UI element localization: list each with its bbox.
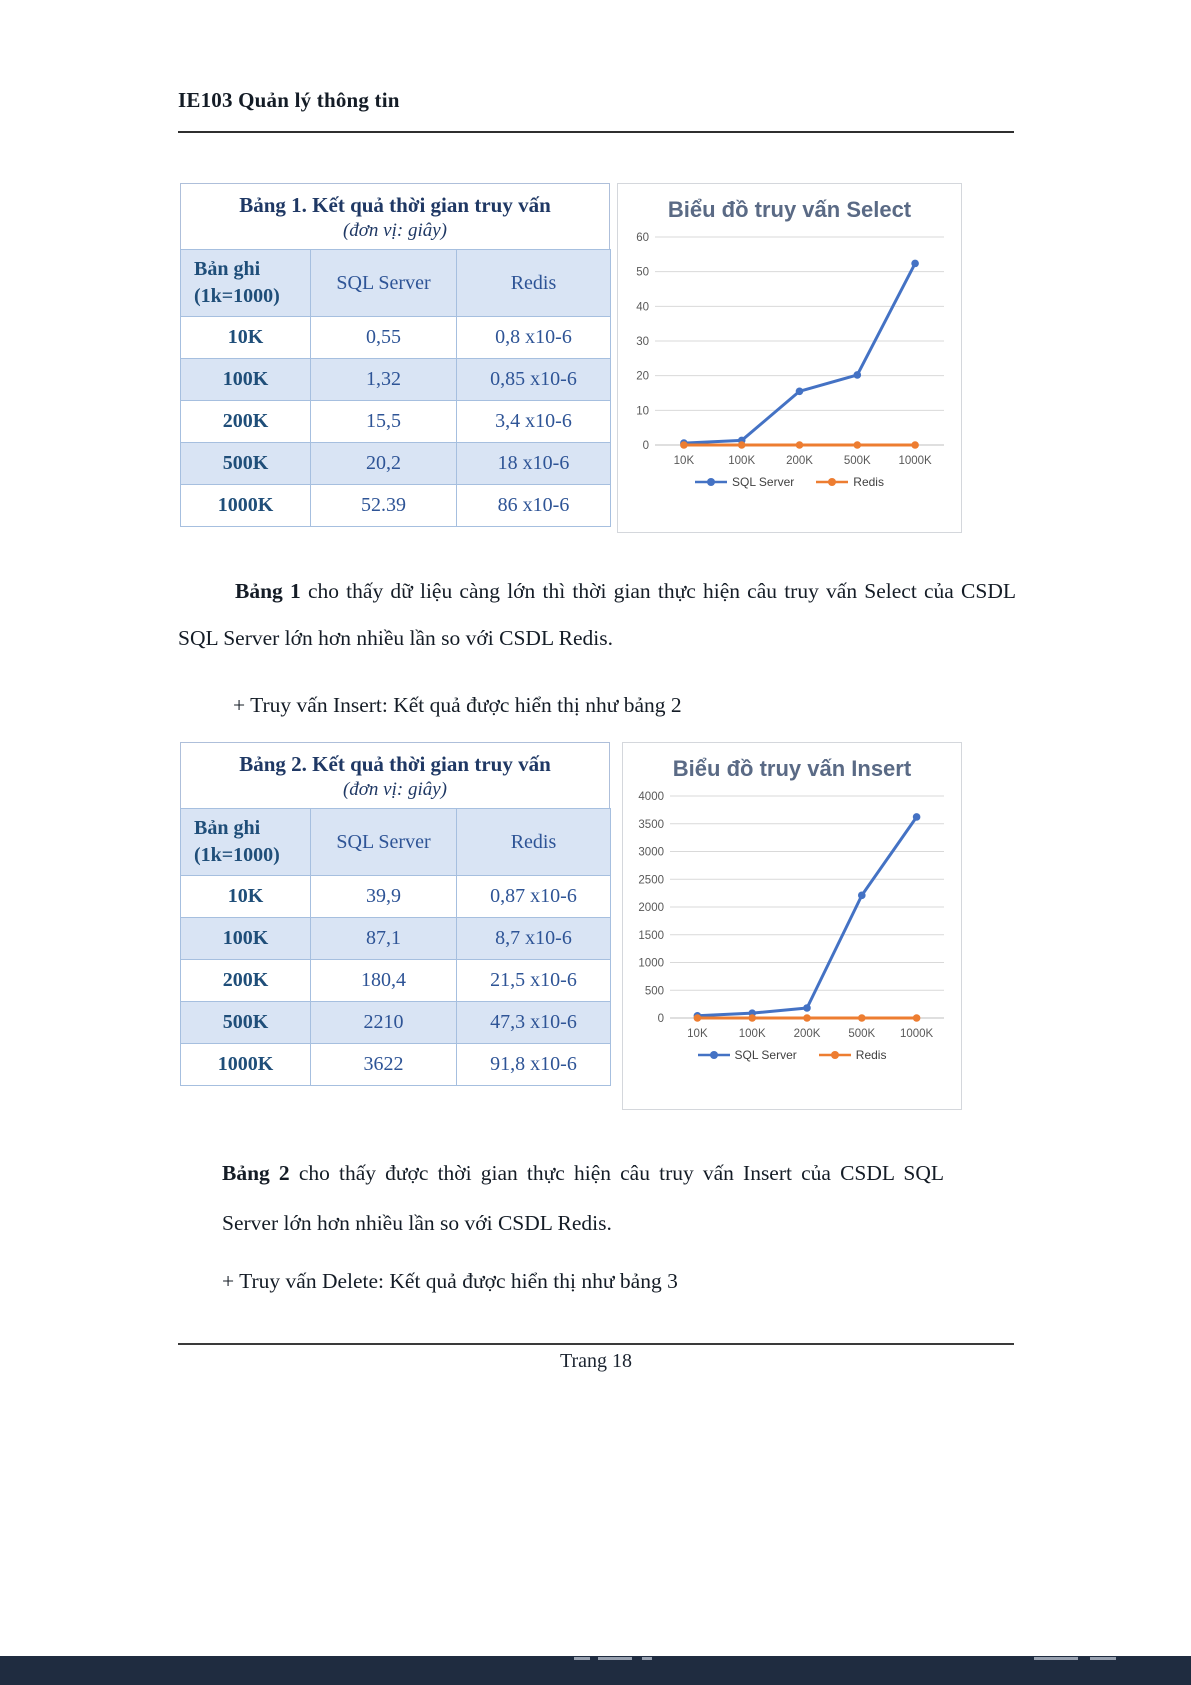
legend-label: Redis bbox=[855, 1048, 887, 1062]
redis-value-cell: 0,8 x10-6 bbox=[457, 317, 611, 359]
table-row bbox=[181, 1044, 611, 1086]
paragraph-body: cho thấy dữ liệu càng lớn thì thời gian thực hiện câu truy vấn Select của CSDL SQL Server lớn hơn nhiều lần so với CSDL Redis. bbox=[178, 579, 1016, 650]
table-2 bbox=[180, 742, 610, 1086]
insert-chart-title: Biểu đồ truy vấn Insert bbox=[672, 756, 912, 781]
redis-value-cell: 0,85 x10-6 bbox=[457, 359, 611, 401]
record-count-cell: 500K bbox=[181, 1002, 311, 1044]
col-header-records bbox=[181, 250, 311, 317]
legend-line-marker-icon bbox=[816, 477, 848, 487]
sql-server-value-cell: 15,5 bbox=[311, 401, 457, 443]
bar-mark bbox=[598, 1657, 632, 1660]
sql-server-value-cell: 180,4 bbox=[311, 960, 457, 1002]
footer-divider bbox=[178, 1343, 1014, 1345]
record-count-cell: 200K bbox=[181, 401, 311, 443]
svg-text:100K: 100K bbox=[728, 455, 756, 467]
select-chart-plot bbox=[623, 229, 956, 473]
insert-chart-plot bbox=[628, 788, 956, 1046]
table-2-title: Bảng 2. Kết quả thời gian truy vấn bbox=[239, 752, 551, 776]
record-count-cell: 100K bbox=[181, 359, 311, 401]
sql-server-value-cell: 1,32 bbox=[311, 359, 457, 401]
header-divider bbox=[178, 131, 1014, 133]
table-2-header-row bbox=[181, 809, 611, 876]
record-count-cell: 1000K bbox=[181, 485, 311, 527]
redis-value-cell: 86 x10-6 bbox=[457, 485, 611, 527]
redis-value-cell: 18 x10-6 bbox=[457, 443, 611, 485]
select-chart-title: Biểu đồ truy vấn Select bbox=[667, 197, 912, 222]
table-2-title-block bbox=[180, 742, 610, 808]
svg-text:3000: 3000 bbox=[638, 846, 664, 859]
svg-text:10: 10 bbox=[636, 405, 649, 418]
svg-text:1500: 1500 bbox=[638, 929, 664, 942]
sql-server-value-cell: 0,55 bbox=[311, 317, 457, 359]
records-header-line1: Bản ghi bbox=[194, 258, 261, 280]
paragraph-table1-comment bbox=[178, 568, 1016, 662]
table-row bbox=[181, 443, 611, 485]
records-header-line2: (1k=1000) bbox=[194, 285, 280, 307]
redis-value-cell: 47,3 x10-6 bbox=[457, 1002, 611, 1044]
paragraph-body: cho thấy được thời gian thực hiện câu truy vấn Insert của CSDL SQL Server lớn hơn nhiều lần so với CSDL Redis. bbox=[222, 1161, 944, 1235]
paragraph-table2-comment bbox=[222, 1148, 944, 1248]
table-2-grid bbox=[180, 808, 611, 1086]
legend-item-redis bbox=[816, 475, 884, 489]
sql-server-value-cell: 2210 bbox=[311, 1002, 457, 1044]
col-header-redis: Redis bbox=[457, 250, 611, 317]
record-count-cell: 500K bbox=[181, 443, 311, 485]
record-count-cell: 200K bbox=[181, 960, 311, 1002]
svg-text:10K: 10K bbox=[687, 1028, 708, 1040]
redis-value-cell: 91,8 x10-6 bbox=[457, 1044, 611, 1086]
svg-text:200K: 200K bbox=[793, 1028, 821, 1040]
redis-value-cell: 0,87 x10-6 bbox=[457, 876, 611, 918]
legend-item-sql-server bbox=[698, 1048, 797, 1062]
table-row bbox=[181, 876, 611, 918]
legend-line-marker-icon bbox=[819, 1050, 851, 1060]
col-header-records bbox=[181, 809, 311, 876]
select-chart bbox=[617, 183, 962, 533]
col-header-sql-server: SQL Server bbox=[311, 809, 457, 876]
svg-text:100K: 100K bbox=[738, 1028, 766, 1040]
table-1-title-block bbox=[180, 183, 610, 249]
paragraph-lead: Bảng 2 bbox=[222, 1161, 290, 1185]
legend-label: Redis bbox=[853, 475, 884, 489]
svg-text:3500: 3500 bbox=[638, 818, 664, 831]
table-1-header-row bbox=[181, 250, 611, 317]
sql-server-value-cell: 52.39 bbox=[311, 485, 457, 527]
records-header-line1: Bản ghi bbox=[194, 817, 261, 839]
svg-text:500K: 500K bbox=[843, 455, 871, 467]
sql-server-value-cell: 87,1 bbox=[311, 918, 457, 960]
legend-label: SQL Server bbox=[732, 475, 795, 489]
svg-text:0: 0 bbox=[657, 1013, 664, 1025]
legend-item-sql-server bbox=[695, 475, 794, 489]
table-row bbox=[181, 918, 611, 960]
svg-text:50: 50 bbox=[636, 266, 649, 279]
svg-text:20: 20 bbox=[636, 370, 649, 383]
redis-value-cell: 3,4 x10-6 bbox=[457, 401, 611, 443]
bar-mark bbox=[642, 1657, 652, 1660]
delete-query-line: + Truy vấn Delete: Kết quả được hiển thị như bảng 3 bbox=[222, 1269, 678, 1293]
svg-text:1000K: 1000K bbox=[899, 1028, 934, 1040]
table-row bbox=[181, 401, 611, 443]
record-count-cell: 1000K bbox=[181, 1044, 311, 1086]
bar-mark bbox=[1090, 1657, 1116, 1660]
col-header-redis: Redis bbox=[457, 809, 611, 876]
insert-chart-legend bbox=[623, 1048, 961, 1062]
svg-text:500: 500 bbox=[644, 985, 664, 998]
legend-line-marker-icon bbox=[695, 477, 727, 487]
sql-server-value-cell: 3622 bbox=[311, 1044, 457, 1086]
svg-text:1000K: 1000K bbox=[898, 455, 932, 467]
svg-text:2500: 2500 bbox=[638, 874, 664, 887]
table-1-grid bbox=[180, 249, 611, 527]
table-1 bbox=[180, 183, 610, 527]
svg-text:40: 40 bbox=[636, 301, 649, 314]
table-1-title: Bảng 1. Kết quả thời gian truy vấn bbox=[239, 193, 551, 217]
records-header-line2: (1k=1000) bbox=[194, 844, 280, 866]
sql-server-value-cell: 39,9 bbox=[311, 876, 457, 918]
svg-text:0: 0 bbox=[642, 440, 649, 452]
bar-mark bbox=[1034, 1657, 1078, 1660]
bar-mark bbox=[574, 1657, 590, 1660]
record-count-cell: 100K bbox=[181, 918, 311, 960]
insert-chart bbox=[622, 742, 962, 1110]
svg-text:200K: 200K bbox=[786, 455, 813, 467]
redis-value-cell: 21,5 x10-6 bbox=[457, 960, 611, 1002]
svg-text:60: 60 bbox=[636, 232, 649, 244]
svg-text:30: 30 bbox=[636, 336, 649, 348]
page-gap-bar bbox=[0, 1656, 1191, 1685]
svg-text:4000: 4000 bbox=[638, 791, 664, 803]
insert-query-line: + Truy vấn Insert: Kết quả được hiển thị như bảng 2 bbox=[233, 693, 682, 717]
legend-line-marker-icon bbox=[698, 1050, 730, 1060]
svg-text:2000: 2000 bbox=[638, 902, 664, 914]
table-row bbox=[181, 485, 611, 527]
legend-label: SQL Server bbox=[734, 1048, 797, 1062]
col-header-sql-server: SQL Server bbox=[311, 250, 457, 317]
record-count-cell: 10K bbox=[181, 876, 311, 918]
table-2-subtitle: (đơn vị: giây) bbox=[342, 779, 448, 800]
table-row bbox=[181, 1002, 611, 1044]
svg-text:10K: 10K bbox=[673, 455, 695, 467]
table-1-subtitle: (đơn vị: giây) bbox=[342, 220, 448, 241]
page-number: Trang 18 bbox=[559, 1350, 633, 1372]
select-chart-legend bbox=[618, 475, 961, 489]
page-header-title: IE103 Quản lý thông tin bbox=[178, 88, 400, 112]
table-row bbox=[181, 359, 611, 401]
table-row bbox=[181, 960, 611, 1002]
record-count-cell: 10K bbox=[181, 317, 311, 359]
legend-item-redis bbox=[819, 1048, 887, 1062]
redis-value-cell: 8,7 x10-6 bbox=[457, 918, 611, 960]
paragraph-lead: Bảng 1 bbox=[235, 579, 301, 603]
svg-text:1000: 1000 bbox=[638, 957, 664, 970]
table-row bbox=[181, 317, 611, 359]
sql-server-value-cell: 20,2 bbox=[311, 443, 457, 485]
svg-text:500K: 500K bbox=[848, 1028, 876, 1040]
